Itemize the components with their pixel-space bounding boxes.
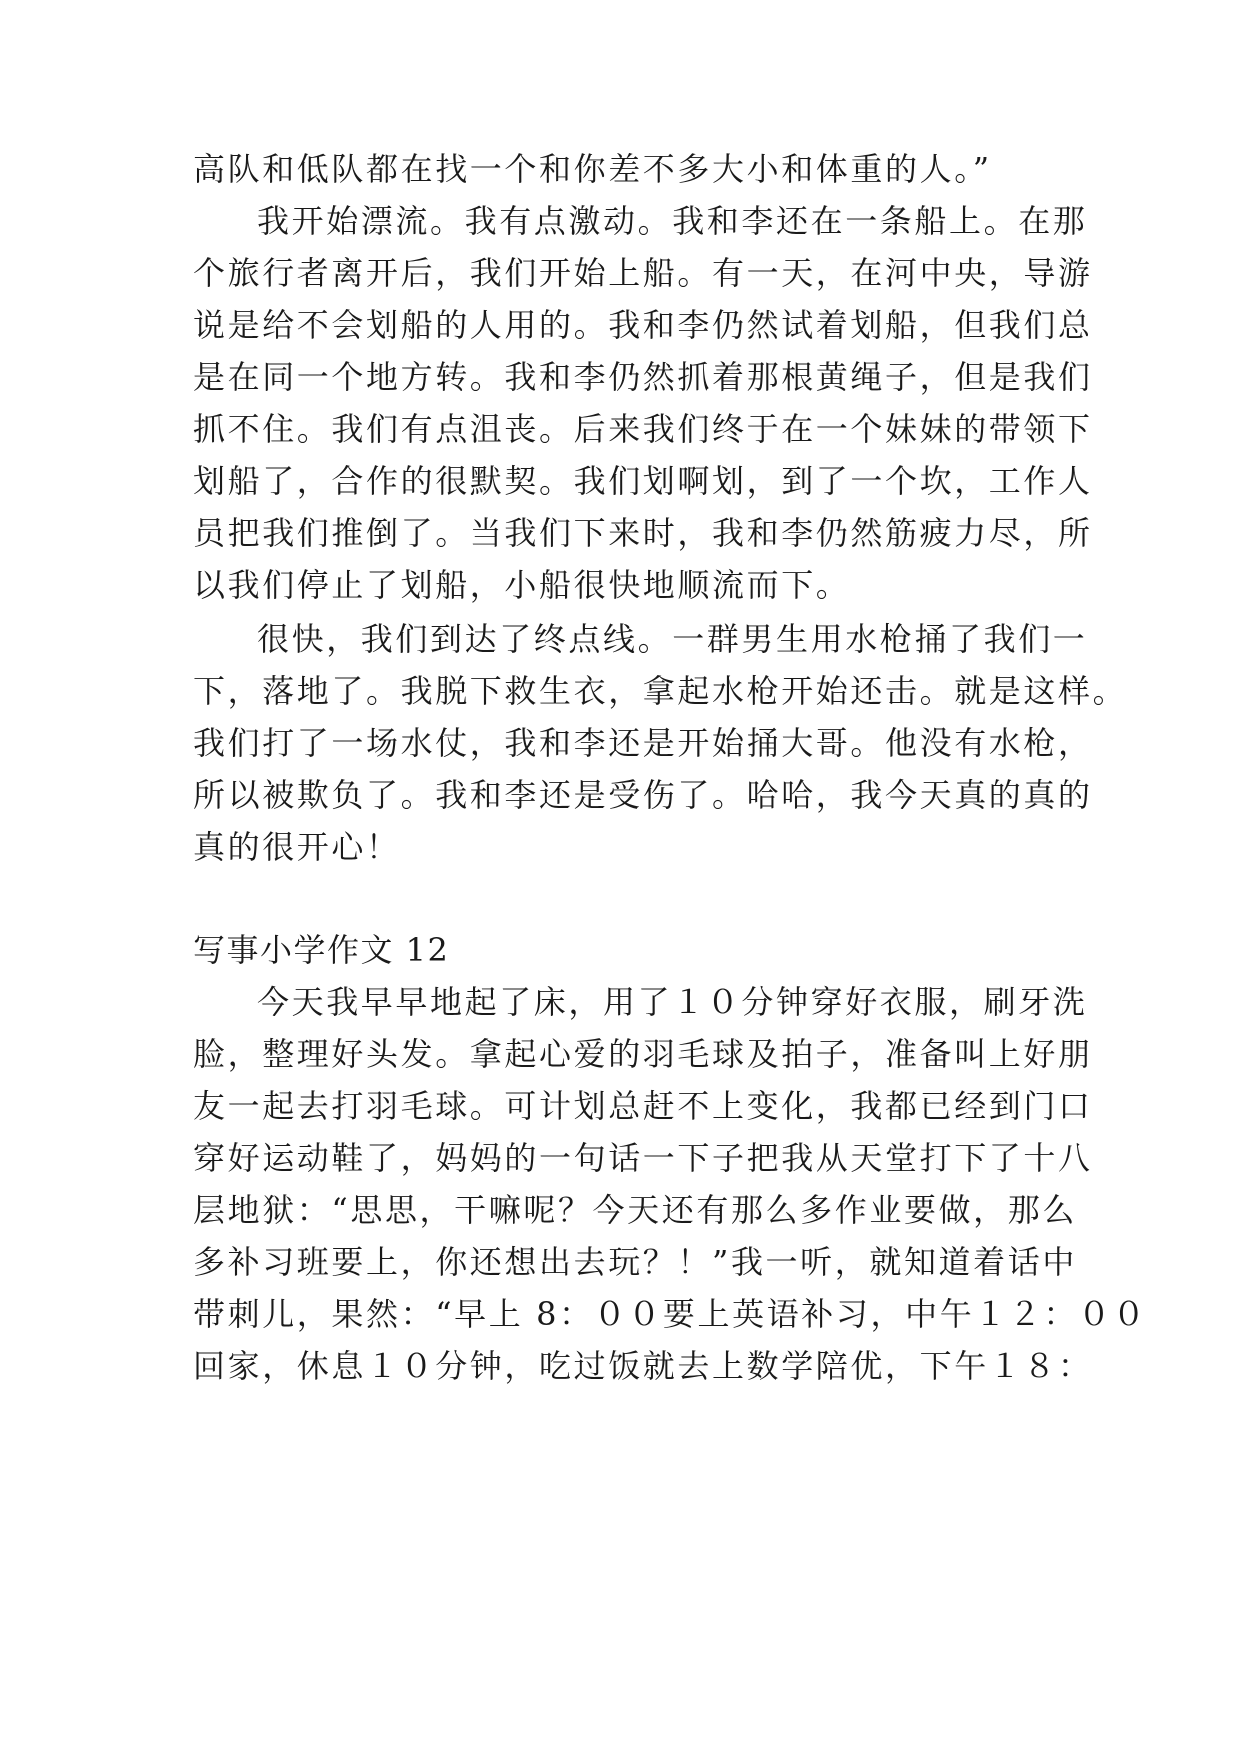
text-line: 脸，整理好头发。拿起心爱的羽毛球及拍子，准备叫上好朋	[193, 1035, 1093, 1073]
text-line: 我们打了一场水仗，我和李还是开始捅大哥。他没有水枪，	[193, 724, 1093, 762]
text-line: 真的很开心！	[193, 828, 401, 866]
section-heading: 写事小学作文 12	[193, 931, 450, 969]
text-line: 说是给不会划船的人用的。我和李仍然试着划船，但我们总	[193, 306, 1093, 344]
text-line: 是在同一个地方转。我和李仍然抓着那根黄绳子，但是我们	[193, 358, 1093, 396]
text-line: 带刺儿，果然：“早上 8：００要上英语补习，中午１２：００	[193, 1295, 1148, 1333]
text-line: 划船了，合作的很默契。我们划啊划，到了一个坎，工作人	[193, 462, 1093, 500]
paragraph-start: 今天我早早地起了床，用了１０分钟穿好衣服，刷牙洗	[257, 983, 1088, 1021]
text-line: 穿好运动鞋了，妈妈的一句话一下子把我从天堂打下了十八	[193, 1139, 1093, 1177]
text-line: 多补习班要上，你还想出去玩？！”我一听，就知道着话中	[193, 1243, 1077, 1281]
text-line: 下，落地了。我脱下救生衣，拿起水枪开始还击。就是这样。	[193, 672, 1128, 710]
text-line: 个旅行者离开后，我们开始上船。有一天，在河中央，导游	[193, 254, 1093, 292]
text-line: 层地狱：“思思，干嘛呢？今天还有那么多作业要做，那么	[193, 1191, 1077, 1229]
paragraph-start: 很快，我们到达了终点线。一群男生用水枪捅了我们一	[257, 620, 1088, 658]
text-line: 抓不住。我们有点沮丧。后来我们终于在一个妹妹的带领下	[193, 410, 1093, 448]
text-line: 回家，休息１０分钟，吃过饭就去上数学陪优，下午１８：	[193, 1347, 1093, 1385]
paragraph-start: 我开始漂流。我有点激动。我和李还在一条船上。在那	[257, 202, 1088, 240]
text-line: 友一起去打羽毛球。可计划总赶不上变化，我都已经到门口	[193, 1087, 1093, 1125]
text-line: 以我们停止了划船，小船很快地顺流而下。	[193, 566, 851, 604]
text-line: 高队和低队都在找一个和你差不多大小和体重的人。”	[193, 150, 992, 188]
text-line: 所以被欺负了。我和李还是受伤了。哈哈，我今天真的真的	[193, 776, 1093, 814]
text-line: 员把我们推倒了。当我们下来时，我和李仍然筋疲力尽，所	[193, 514, 1093, 552]
